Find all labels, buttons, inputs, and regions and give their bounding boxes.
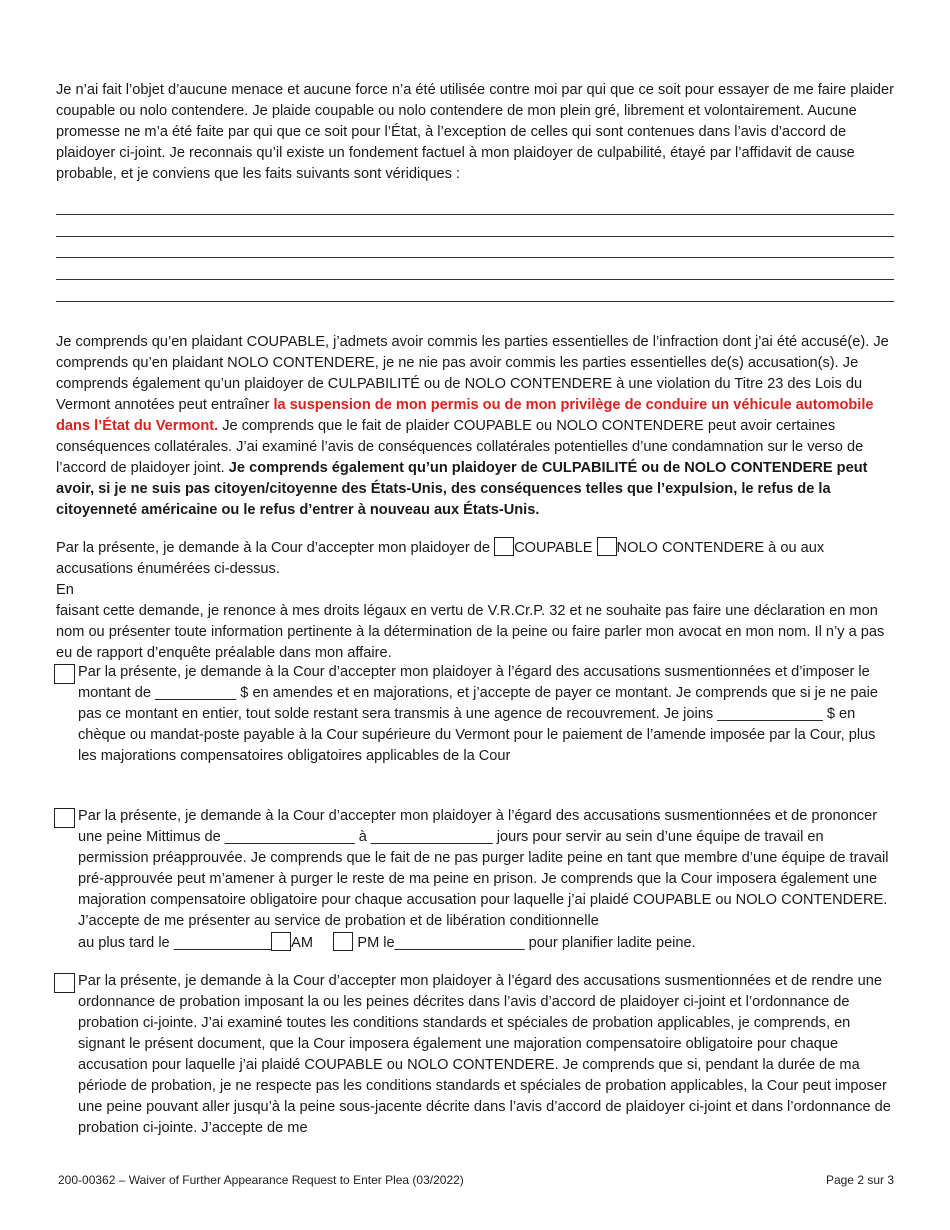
guilty-label: COUPABLE (514, 540, 593, 556)
option-fine-text: Par la présente, je demande à la Cour d’accepter mon plaidoyer à l’égard des accusations susmentionnées et d’imposer le montant de __________ $ en amendes et en majorations, et j’accepte de payer ce montant. Je comprends que si je ne paie pas ce montant en entier, tout solde restant sera transmis à une agence de recouvrement. Je joins _____________ $ en chèque ou mandat-poste payable à la Cour supérieure du Vermont pour le paiement de l’amende imposée par la Cour, plus les majorations compensatoires obligatoires applicables de la Cour (78, 664, 878, 764)
guilty-checkbox[interactable] (494, 537, 514, 556)
option-mittimus-checkbox[interactable] (54, 808, 75, 828)
facts-line-1[interactable] (56, 214, 894, 215)
option-probation-text: Par la présente, je demande à la Cour d’accepter mon plaidoyer à l’égard des accusations susmentionnées et de rendre une ordonnance de probation imposant la ou les peines décrites dans l’avis d’accord de plaidoyer ci-joint et l’ordonnance de probation ci-jointe. J’ai examiné toutes les conditions standards et spéciales de probation applicables, je comprends, en signant le présent document, que la Cour imposera également une majoration compensatoire obligatoire pour chaque accusation pour laquelle j’ai plaidé COUPABLE ou NOLO CONTENDERE. Je comprends que si, pendant la durée de ma période de probation, je ne respecte pas les conditions standards et spéciales de probation applicables, la Cour peut imposer une peine pouvant aller jusqu’à la peine sous-jacente décrite dans l’avis d’accord de plaidoyer ci-joint et dans l’ordonnance de probation ci-jointe. J’accepte de me (78, 973, 891, 1136)
understanding-paragraph (56, 332, 894, 521)
pm-label: PM le________________ pour planifier ladite peine. (357, 935, 696, 951)
pm-checkbox[interactable] (333, 932, 353, 951)
report-date-field: au plus tard le ____________ (78, 935, 272, 951)
immigration-warning: Je comprends également qu’un plaidoyer de CULPABILITÉ ou de NOLO CONTENDERE peut avoir, si je ne suis pas citoyen/citoyenne des États-Unis, des conséquences telles que l’expulsion, le refus de la citoyenneté américaine ou le refus d’entrer à nouveau aux États-Unis. (56, 460, 868, 518)
plea-request-line-2: accusations énumérées ci-dessus. (56, 561, 280, 577)
facts-line-3[interactable] (56, 257, 894, 258)
am-label: AM (291, 935, 314, 951)
option-mittimus-last-line (78, 932, 894, 954)
plea-request-waiver: faisant cette demande, je renonce à mes droits légaux en vertu de V.R.Cr.P. 32 et ne souhaite pas faire une déclaration en mon nom ou présenter toute information pertinente à la détermination de la peine ou faire parler mon avocat en mon nom. Il n’y a pas eu de rapport d’enquête préalable dans mon affaire. (56, 603, 885, 661)
plea-request-line-1 (56, 537, 894, 559)
plea-request (56, 537, 894, 664)
option-probation-checkbox[interactable] (54, 973, 75, 993)
understanding-text-1: Je comprends qu’en plaidant COUPABLE, j’admets avoir commis les parties essentielles de l’infraction dont j’ai été accusé(e). Je comprends qu’en plaidant NOLO CONTENDERE, je ne nie pas avoir commis les parties essentielles de(s) accusation(s). Je comprends également qu’un plaidoyer de CULPABILITÉ ou de NOLO CONTENDERE à une violation du Titre 23 des Lois du Vermont annotées peut entraîner (56, 334, 889, 413)
option-mittimus (78, 806, 894, 954)
am-checkbox[interactable] (271, 932, 291, 951)
understanding-text-2: Je comprends que le fait de plaider COUPABLE ou NOLO CONTENDERE peut avoir certaines conséquences collatérales. J’ai examiné l’avis de conséquences collatérales potentielles d’une condamnation sur le verso de l’accord de plaidoyer joint. (56, 418, 864, 476)
license-suspension-warning: la suspension de mon permis ou de mon privilège de conduire un véhicule automobile dans l’État du Vermont. (56, 397, 874, 434)
facts-line-2[interactable] (56, 236, 894, 237)
facts-line-5[interactable] (56, 301, 894, 302)
nolo-checkbox[interactable] (597, 537, 617, 556)
option-mittimus-text: Par la présente, je demande à la Cour d’accepter mon plaidoyer à l’égard des accusations susmentionnées et de prononcer une peine Mittimus de ________________ à _______________ jours pour servir au sein d’une équipe de travail en permission préapprouvée. Je comprends que le fait de ne pas purger ladite peine en tant que membre d’une équipe de travail pré-approuvée peut m’amener à purger le reste de ma peine en prison. Je comprends que la Cour imposera également une majoration compensatoire obligatoire pour chaque accusation pour laquelle j’ai plaidé COUPABLE ou NOLO CONTENDERE. J’accepte de me présenter au service de probation et de libération conditionnelle (78, 808, 889, 929)
facts-line-4[interactable] (56, 279, 894, 280)
plea-request-prefix: Par la présente, je demande à la Cour d’accepter mon plaidoyer de (56, 540, 495, 556)
footer-form-id: 200-00362 – Waiver of Further Appearance Request to Enter Plea (03/2022) (58, 1173, 464, 1187)
option-fine-checkbox[interactable] (54, 664, 75, 684)
plea-request-line-3: En (56, 582, 74, 598)
footer-page-number: Page 2 sur 3 (825, 1173, 894, 1187)
intro-paragraph: Je n’ai fait l’objet d’aucune menace et aucune force n’a été utilisée contre moi par qui que ce soit pour essayer de me faire plaider coupable ou nolo contendere. Je plaide coupable ou nolo contendere de mon plein gré, librement et volontairement. Aucune promesse ne m’a été faite par qui que ce soit pour l’État, à l’exception de celles qui sont contenues dans l’avis d’accord de plaidoyer ci-joint. Je reconnais qu’il existe un fondement factuel à mon plaidoyer de culpabilité, étayé par l’affidavit de cause probable, et je conviens que les faits suivants sont véridiques : (56, 82, 895, 182)
nolo-label: NOLO CONTENDERE à ou aux (616, 540, 825, 556)
